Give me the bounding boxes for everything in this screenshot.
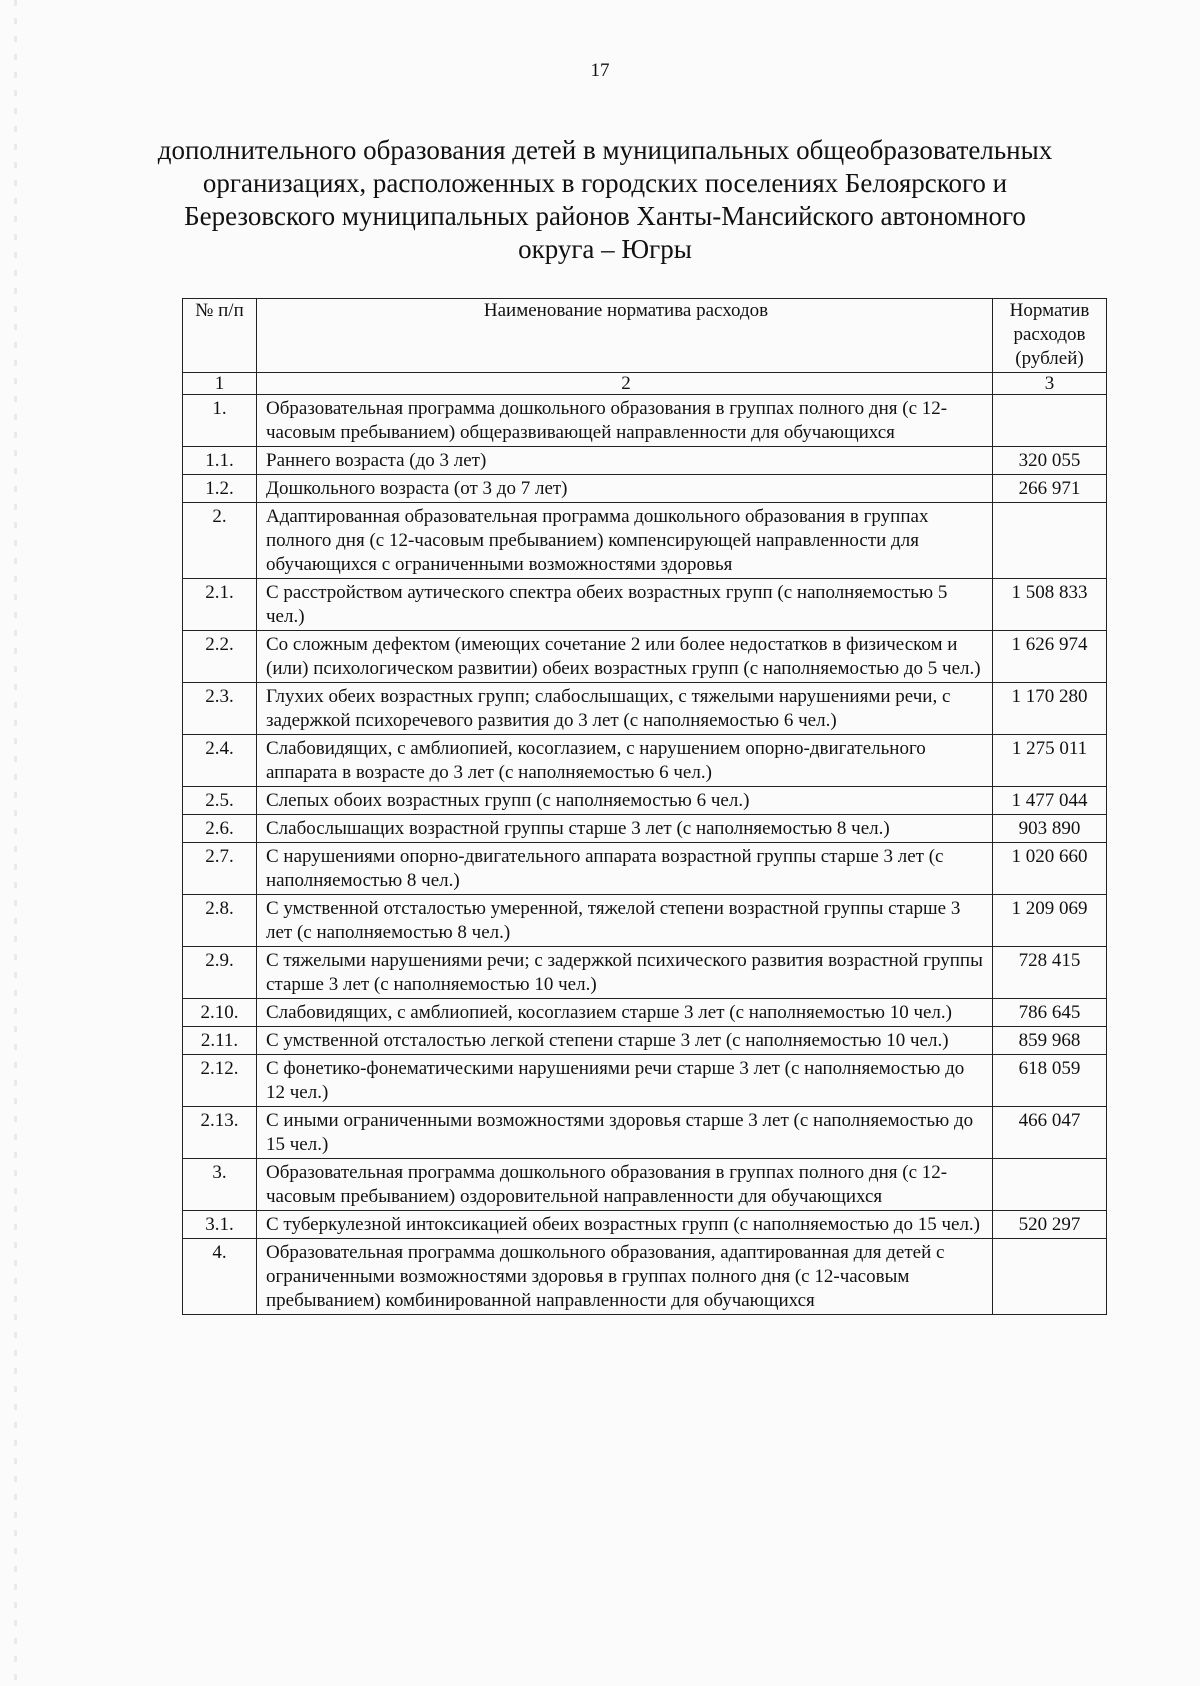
row-number: 4. <box>183 1239 257 1315</box>
row-number: 2.1. <box>183 579 257 631</box>
row-name: С фонетико-фонематическими нарушениями речи старше 3 лет (с наполняемостью до 12 чел.) <box>257 1055 993 1107</box>
row-number: 2.5. <box>183 787 257 815</box>
column-number-2: 2 <box>257 373 993 395</box>
row-number: 2. <box>183 503 257 579</box>
row-name: Раннего возраста (до 3 лет) <box>257 447 993 475</box>
row-number: 2.10. <box>183 999 257 1027</box>
column-number-3: 3 <box>993 373 1107 395</box>
row-value <box>993 395 1107 447</box>
table-row <box>183 787 1107 815</box>
header-number: № п/п <box>183 299 257 373</box>
row-value: 859 968 <box>993 1027 1107 1055</box>
row-name: С нарушениями опорно-двигательного аппарата возрастной группы старше 3 лет (с наполняемостью 8 чел.) <box>257 843 993 895</box>
table-row <box>183 683 1107 735</box>
table-row <box>183 579 1107 631</box>
row-name: Образовательная программа дошкольного образования в группах полного дня (с 12-часовым пребыванием) оздоровительной направленности для обучающихся <box>257 1159 993 1211</box>
row-number: 2.9. <box>183 947 257 999</box>
row-number: 2.12. <box>183 1055 257 1107</box>
table-row <box>183 735 1107 787</box>
table-row <box>183 947 1107 999</box>
row-name: С туберкулезной интоксикацией обеих возрастных групп (с наполняемостью до 15 чел.) <box>257 1211 993 1239</box>
row-value: 1 209 069 <box>993 895 1107 947</box>
row-name: С иными ограниченными возможностями здоровья старше 3 лет (с наполняемостью до 15 чел.) <box>257 1107 993 1159</box>
row-value <box>993 1239 1107 1315</box>
row-name: Слепых обоих возрастных групп (с наполняемостью 6 чел.) <box>257 787 993 815</box>
row-number: 2.2. <box>183 631 257 683</box>
row-value: 266 971 <box>993 475 1107 503</box>
row-name: Адаптированная образовательная программа дошкольного образования в группах полного дня (с 12-часовым пребыванием) компенсирующей направленности для обучающихся с ограниченными возможностями здоровья <box>257 503 993 579</box>
row-number: 3. <box>183 1159 257 1211</box>
row-name: Образовательная программа дошкольного образования в группах полного дня (с 12-часовым пребыванием) общеразвивающей направленности для обучающихся <box>257 395 993 447</box>
row-number: 2.8. <box>183 895 257 947</box>
table-row <box>183 1107 1107 1159</box>
row-value: 1 020 660 <box>993 843 1107 895</box>
document-heading: дополнительного образования детей в муниципальных общеобразовательных организациях, расположенных в городских поселениях Белоярского и Березовского муниципальных районов Ханты-Мансийского автономного округа – Югры <box>157 135 1053 264</box>
table-row <box>183 503 1107 579</box>
row-number: 3.1. <box>183 1211 257 1239</box>
row-value: 728 415 <box>993 947 1107 999</box>
row-value: 1 626 974 <box>993 631 1107 683</box>
row-number: 2.7. <box>183 843 257 895</box>
table-row <box>183 1239 1107 1315</box>
table-row <box>183 631 1107 683</box>
row-name: С умственной отсталостью умеренной, тяжелой степени возрастной группы старше 3 лет (с наполняемостью 8 чел.) <box>257 895 993 947</box>
row-number: 2.13. <box>183 1107 257 1159</box>
table-row <box>183 815 1107 843</box>
row-value: 786 645 <box>993 999 1107 1027</box>
scan-edge-artifact <box>14 0 17 1686</box>
row-name: Слабовидящих, с амблиопией, косоглазием, с нарушением опорно-двигательного аппарата в возрасте до 3 лет (с наполняемостью 6 чел.) <box>257 735 993 787</box>
header-name: Наименование норматива расходов <box>257 299 993 373</box>
row-name: Слабовидящих, с амблиопией, косоглазием старше 3 лет (с наполняемостью 10 чел.) <box>257 999 993 1027</box>
row-value: 1 477 044 <box>993 787 1107 815</box>
table-row <box>183 475 1107 503</box>
page-number: 17 <box>590 60 610 81</box>
row-name: С тяжелыми нарушениями речи; с задержкой психического развития возрастной группы старше 3 лет (с наполняемостью 10 чел.) <box>257 947 993 999</box>
row-name: Дошкольного возраста (от 3 до 7 лет) <box>257 475 993 503</box>
table-row <box>183 447 1107 475</box>
row-name: Образовательная программа дошкольного образования, адаптированная для детей с ограниченными возможностями здоровья в группах полного дня (с 12-часовым пребыванием) комбинированной направленности для обучающихся <box>257 1239 993 1315</box>
row-value: 1 170 280 <box>993 683 1107 735</box>
expense-norms-table <box>182 298 1107 1315</box>
row-number: 2.6. <box>183 815 257 843</box>
row-name: Глухих обеих возрастных групп; слабослышащих, с тяжелыми нарушениями речи, с задержкой психоречевого развития до 3 лет (с наполняемостью 6 чел.) <box>257 683 993 735</box>
row-value: 903 890 <box>993 815 1107 843</box>
row-name: С расстройством аутического спектра обеих возрастных групп (с наполняемостью 5 чел.) <box>257 579 993 631</box>
table-header-row <box>183 299 1107 373</box>
row-value <box>993 1159 1107 1211</box>
table-row <box>183 1211 1107 1239</box>
row-name: Со сложным дефектом (имеющих сочетание 2 или более недостатков в физическом и (или) психологическом развитии) обеих возрастных групп (с наполняемостью до 5 чел.) <box>257 631 993 683</box>
row-value: 1 275 011 <box>993 735 1107 787</box>
column-number-1: 1 <box>183 373 257 395</box>
table-row <box>183 843 1107 895</box>
row-value: 320 055 <box>993 447 1107 475</box>
row-value: 466 047 <box>993 1107 1107 1159</box>
row-number: 2.3. <box>183 683 257 735</box>
row-number: 1.2. <box>183 475 257 503</box>
row-number: 1. <box>183 395 257 447</box>
table-row <box>183 1159 1107 1211</box>
row-number: 2.11. <box>183 1027 257 1055</box>
table-row <box>183 1027 1107 1055</box>
table-row <box>183 999 1107 1027</box>
row-name: Слабослышащих возрастной группы старше 3 лет (с наполняемостью 8 чел.) <box>257 815 993 843</box>
table-row <box>183 1055 1107 1107</box>
header-value: Норматив расходов (рублей) <box>993 299 1107 373</box>
row-name: С умственной отсталостью легкой степени старше 3 лет (с наполняемостью 10 чел.) <box>257 1027 993 1055</box>
row-number: 1.1. <box>183 447 257 475</box>
table-row <box>183 395 1107 447</box>
row-value: 1 508 833 <box>993 579 1107 631</box>
row-value <box>993 503 1107 579</box>
row-value: 520 297 <box>993 1211 1107 1239</box>
row-number: 2.4. <box>183 735 257 787</box>
table-row <box>183 895 1107 947</box>
column-numbers-row <box>183 373 1107 395</box>
row-value: 618 059 <box>993 1055 1107 1107</box>
